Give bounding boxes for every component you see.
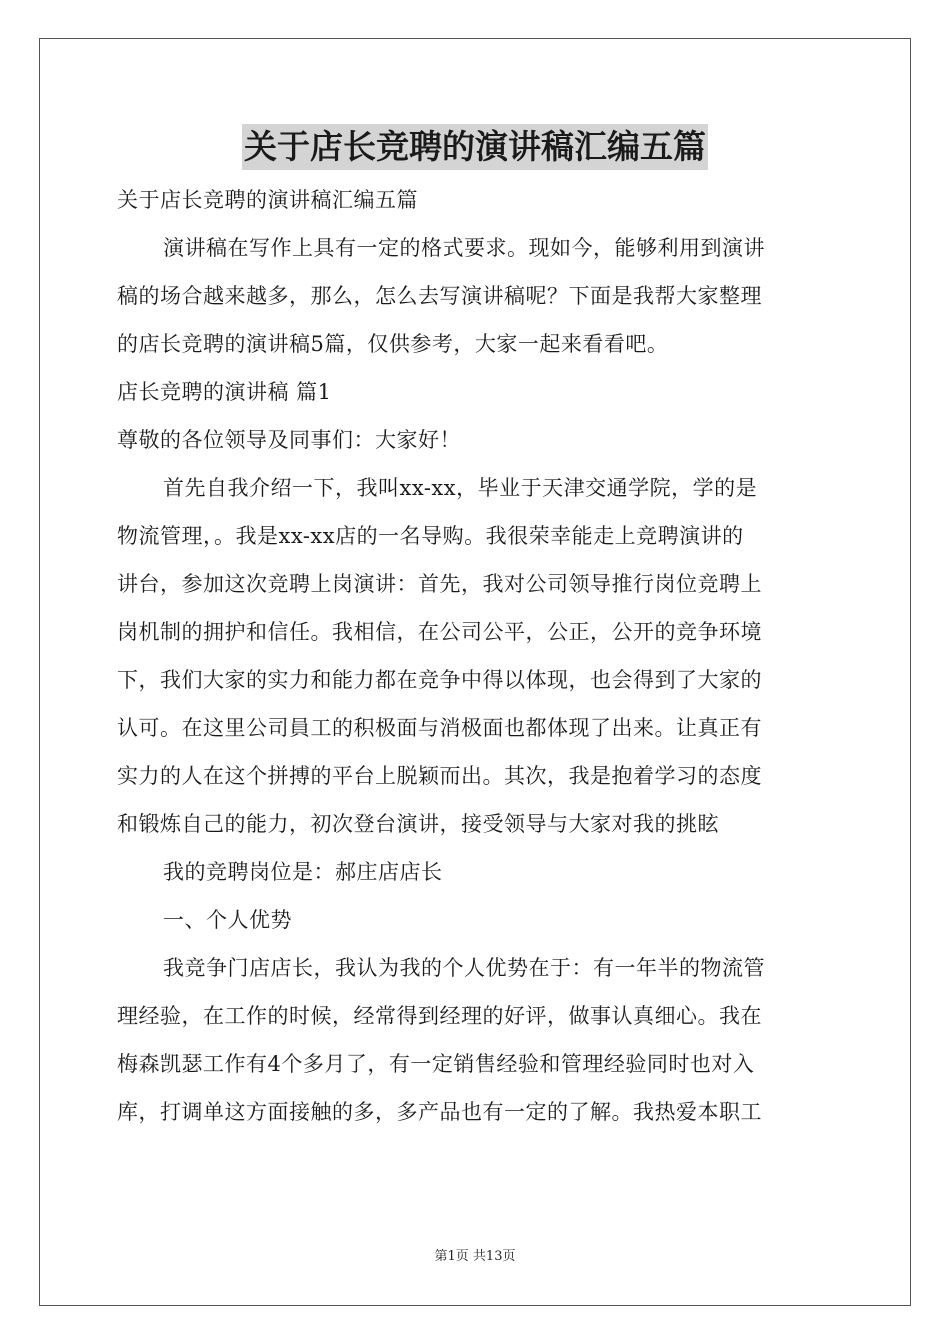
text-line: 店长竞聘的演讲稿 篇1	[117, 380, 332, 404]
text-line: 讲台，参加这次竞聘上岗演讲：首先，我对公司领导推行岗位竞聘上	[117, 572, 762, 596]
text-line: 理经验，在工作的时候，经常得到经理的好评，做事认真细心。我在	[117, 1004, 762, 1028]
text-line: 下，我们大家的实力和能力都在竞争中得以体现，也会得到了大家的	[117, 668, 762, 692]
text-line: 首先自我介绍一下，我叫xx-xx，毕业于天津交通学院，学的是	[163, 476, 758, 500]
text-line: 关于店长竞聘的演讲稿汇编五篇	[117, 188, 418, 212]
document-title-text: 关于店长竞聘的演讲稿汇编五篇	[242, 124, 708, 170]
text-line: 一、个人优势	[163, 908, 292, 932]
text-line: 认可。在这里公司員工的积极面与消极面也都体现了出来。让真正有	[117, 716, 762, 740]
text-line: 梅森凯瑟工作有4个多月了，有一定销售经验和管理经验同时也对入	[117, 1052, 755, 1076]
page-footer: 第1页 共13页	[434, 1249, 516, 1264]
text-line: 实力的人在这个拼搏的平台上脱颖而出。其次，我是抱着学习的态度	[117, 764, 762, 788]
text-line: 我的竞聘岗位是：郝庄店店长	[163, 860, 443, 884]
document-title	[0, 124, 950, 170]
text-line: 尊敬的各位领导及同事们：大家好！	[117, 428, 461, 452]
text-line: 库，打调单这方面接触的多，多产品也有一定的了解。我热爱本职工	[117, 1100, 762, 1124]
text-line: 稿的场合越来越多，那么，怎么去写演讲稿呢？下面是我帮大家整理	[117, 284, 762, 308]
text-line: 和锻炼自己的能力，初次登台演讲，接受领导与大家对我的挑眩	[117, 812, 719, 836]
text-line: 物流管理，。我是xx-xx店的一名导购。我很荣幸能走上竞聘演讲的	[117, 524, 744, 548]
text-line: 演讲稿在写作上具有一定的格式要求。现如今，能够利用到演讲	[163, 236, 765, 260]
document-body	[117, 176, 833, 1136]
text-line: 的店长竞聘的演讲稿5篇，仅供参考，大家一起来看看吧。	[117, 332, 669, 356]
text-line: 岗机制的拥护和信任。我相信，在公司公平，公正，公开的竞争环境	[117, 620, 762, 644]
text-line: 我竞争门店店长，我认为我的个人优势在于：有一年半的物流管	[163, 956, 765, 980]
